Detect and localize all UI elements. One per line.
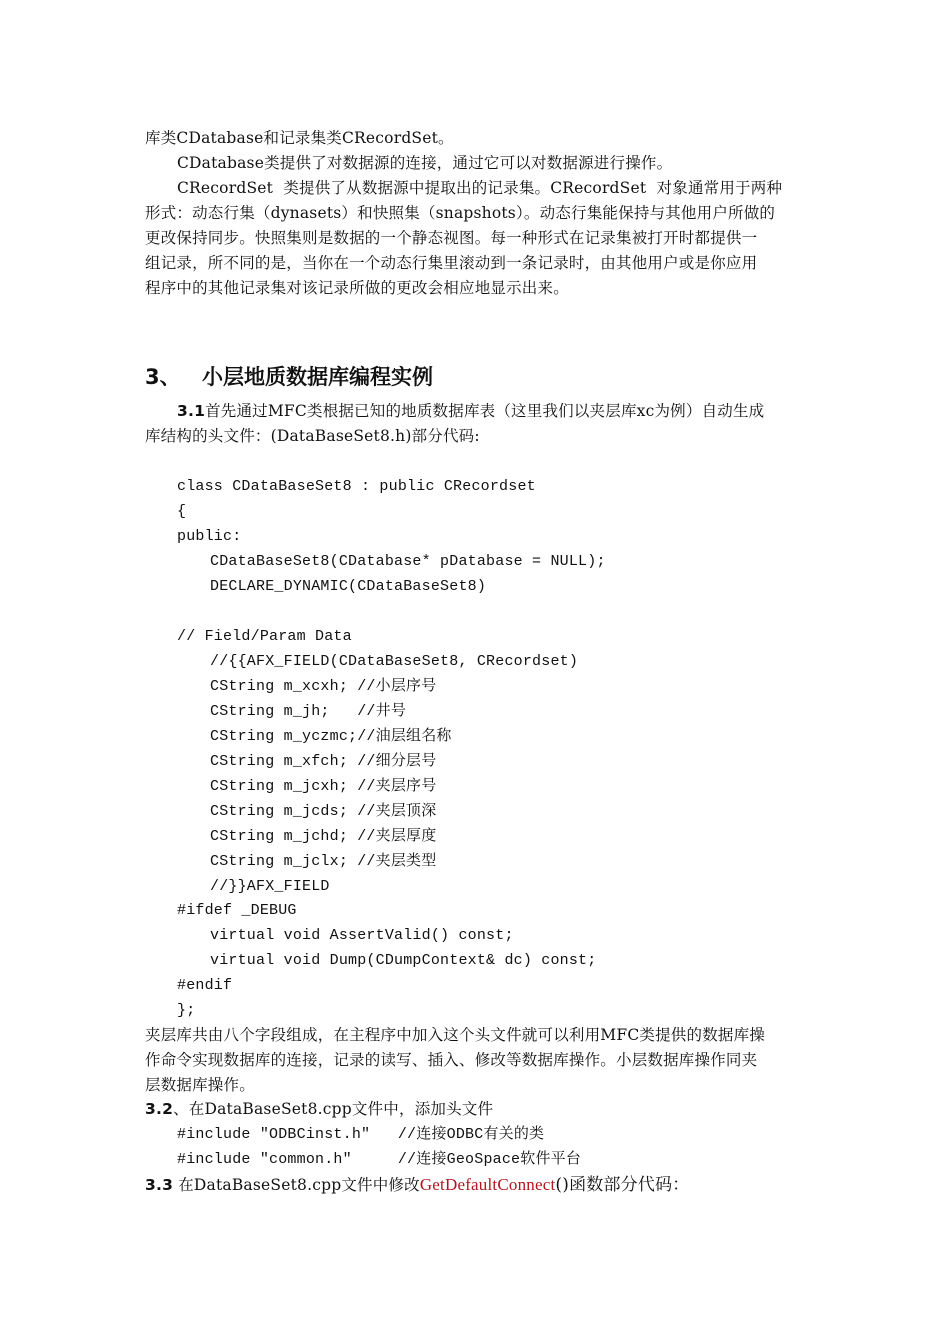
code-line: CString m_jh; //井号 [210, 703, 407, 720]
summary-line-1: 夹层库共由八个字段组成，在主程序中加入这个头文件就可以利用MFC类提供的数据库操 [145, 1026, 765, 1044]
code-line: class CDataBaseSet8 : public CRecordset [177, 478, 536, 495]
code-line: CString m_jchd; //夹层厚度 [210, 828, 437, 845]
code-line: CString m_jcxh; //夹层序号 [210, 778, 437, 795]
code-line: CDataBaseSet8(CDatabase* pDatabase = NULL); [210, 553, 606, 570]
function-name: GetDefaultConnect [419, 1175, 556, 1194]
step-3-2-text: 、在DataBaseSet8.cpp文件中，添加头文件 [173, 1100, 494, 1118]
code-line: virtual void Dump(CDumpContext& dc) const; [210, 952, 597, 969]
code-line: CString m_xcxh; //小层序号 [210, 678, 437, 695]
code-line: #ifdef _DEBUG [177, 902, 297, 919]
section-title: 小层地质数据库编程实例 [202, 365, 433, 389]
include-line-2: #include "common.h" //连接GeoSpace软件平台 [177, 1151, 582, 1168]
step-3-1-text: 首先通过MFC类根据已知的地质数据库表（这里我们以夹层库xc为例）自动生成 [205, 402, 765, 420]
intro-line-2: CDatabase类提供了对数据源的连接，通过它可以对数据源进行操作。 [177, 154, 673, 172]
code-line: CString m_yczmc;//油层组名称 [210, 728, 452, 745]
summary-line-2: 作命令实现数据库的连接，记录的读写、插入、修改等数据库操作。小层数据库操作同夹 [145, 1051, 758, 1069]
code-line: // Field/Param Data [177, 628, 352, 645]
intro-line-5: 更改保持同步。快照集则是数据的一个静态视图。每一种形式在记录集被打开时都提供一 [145, 229, 758, 247]
step-3-3-label: 3.3 [145, 1176, 174, 1194]
code-line: //{{AFX_FIELD(CDataBaseSet8, CRecordset) [210, 653, 579, 670]
step-3-1-line-1 [177, 399, 764, 424]
intro-line-6: 组记录，所不同的是，当你在一个动态行集里滚动到一条记录时，由其他用户或是你应用 [145, 254, 758, 272]
step-3-3-line [145, 1172, 689, 1197]
step-3-3-text: 在DataBaseSet8.cpp文件中修改 [173, 1176, 420, 1194]
code-line: CString m_xfch; //细分层号 [210, 753, 437, 770]
code-line: { [177, 503, 187, 520]
intro-line-4: 形式：动态行集（dynasets）和快照集（snapshots）。动态行集能保持与其他用户所做的 [145, 204, 776, 222]
section-number: 3、 [145, 365, 181, 389]
section-heading [145, 361, 433, 391]
code-line: public: [177, 528, 242, 545]
step-3-2-line [145, 1097, 493, 1122]
code-line: }; [177, 1002, 196, 1019]
step-3-1-line-2: 库结构的头文件：(DataBaseSet8.h)部分代码: [145, 427, 480, 445]
code-line: virtual void AssertValid() const; [210, 927, 514, 944]
code-line: #endif [177, 977, 233, 994]
code-line: //}}AFX_FIELD [210, 878, 330, 895]
intro-line-3: CRecordSet 类提供了从数据源中提取出的记录集。CRecordSet 对象通常用于两种 [177, 179, 783, 197]
intro-line-7: 程序中的其他记录集对该记录所做的更改会相应地显示出来。 [145, 279, 569, 297]
summary-line-3: 层数据库操作。 [145, 1076, 255, 1094]
intro-line-1: 库类CDatabase和记录集类CRecordSet。 [145, 129, 454, 147]
code-line: CString m_jcds; //夹层顶深 [210, 803, 437, 820]
step-3-3-text-after: ()函数部分代码： [555, 1175, 690, 1195]
step-3-2-label: 3.2 [145, 1100, 174, 1118]
code-line: DECLARE_DYNAMIC(CDataBaseSet8) [210, 578, 487, 595]
code-line: CString m_jclx; //夹层类型 [210, 853, 437, 870]
step-3-1-label: 3.1 [177, 402, 206, 420]
include-line-1: #include "ODBCinst.h" //连接ODBC有关的类 [177, 1126, 545, 1143]
